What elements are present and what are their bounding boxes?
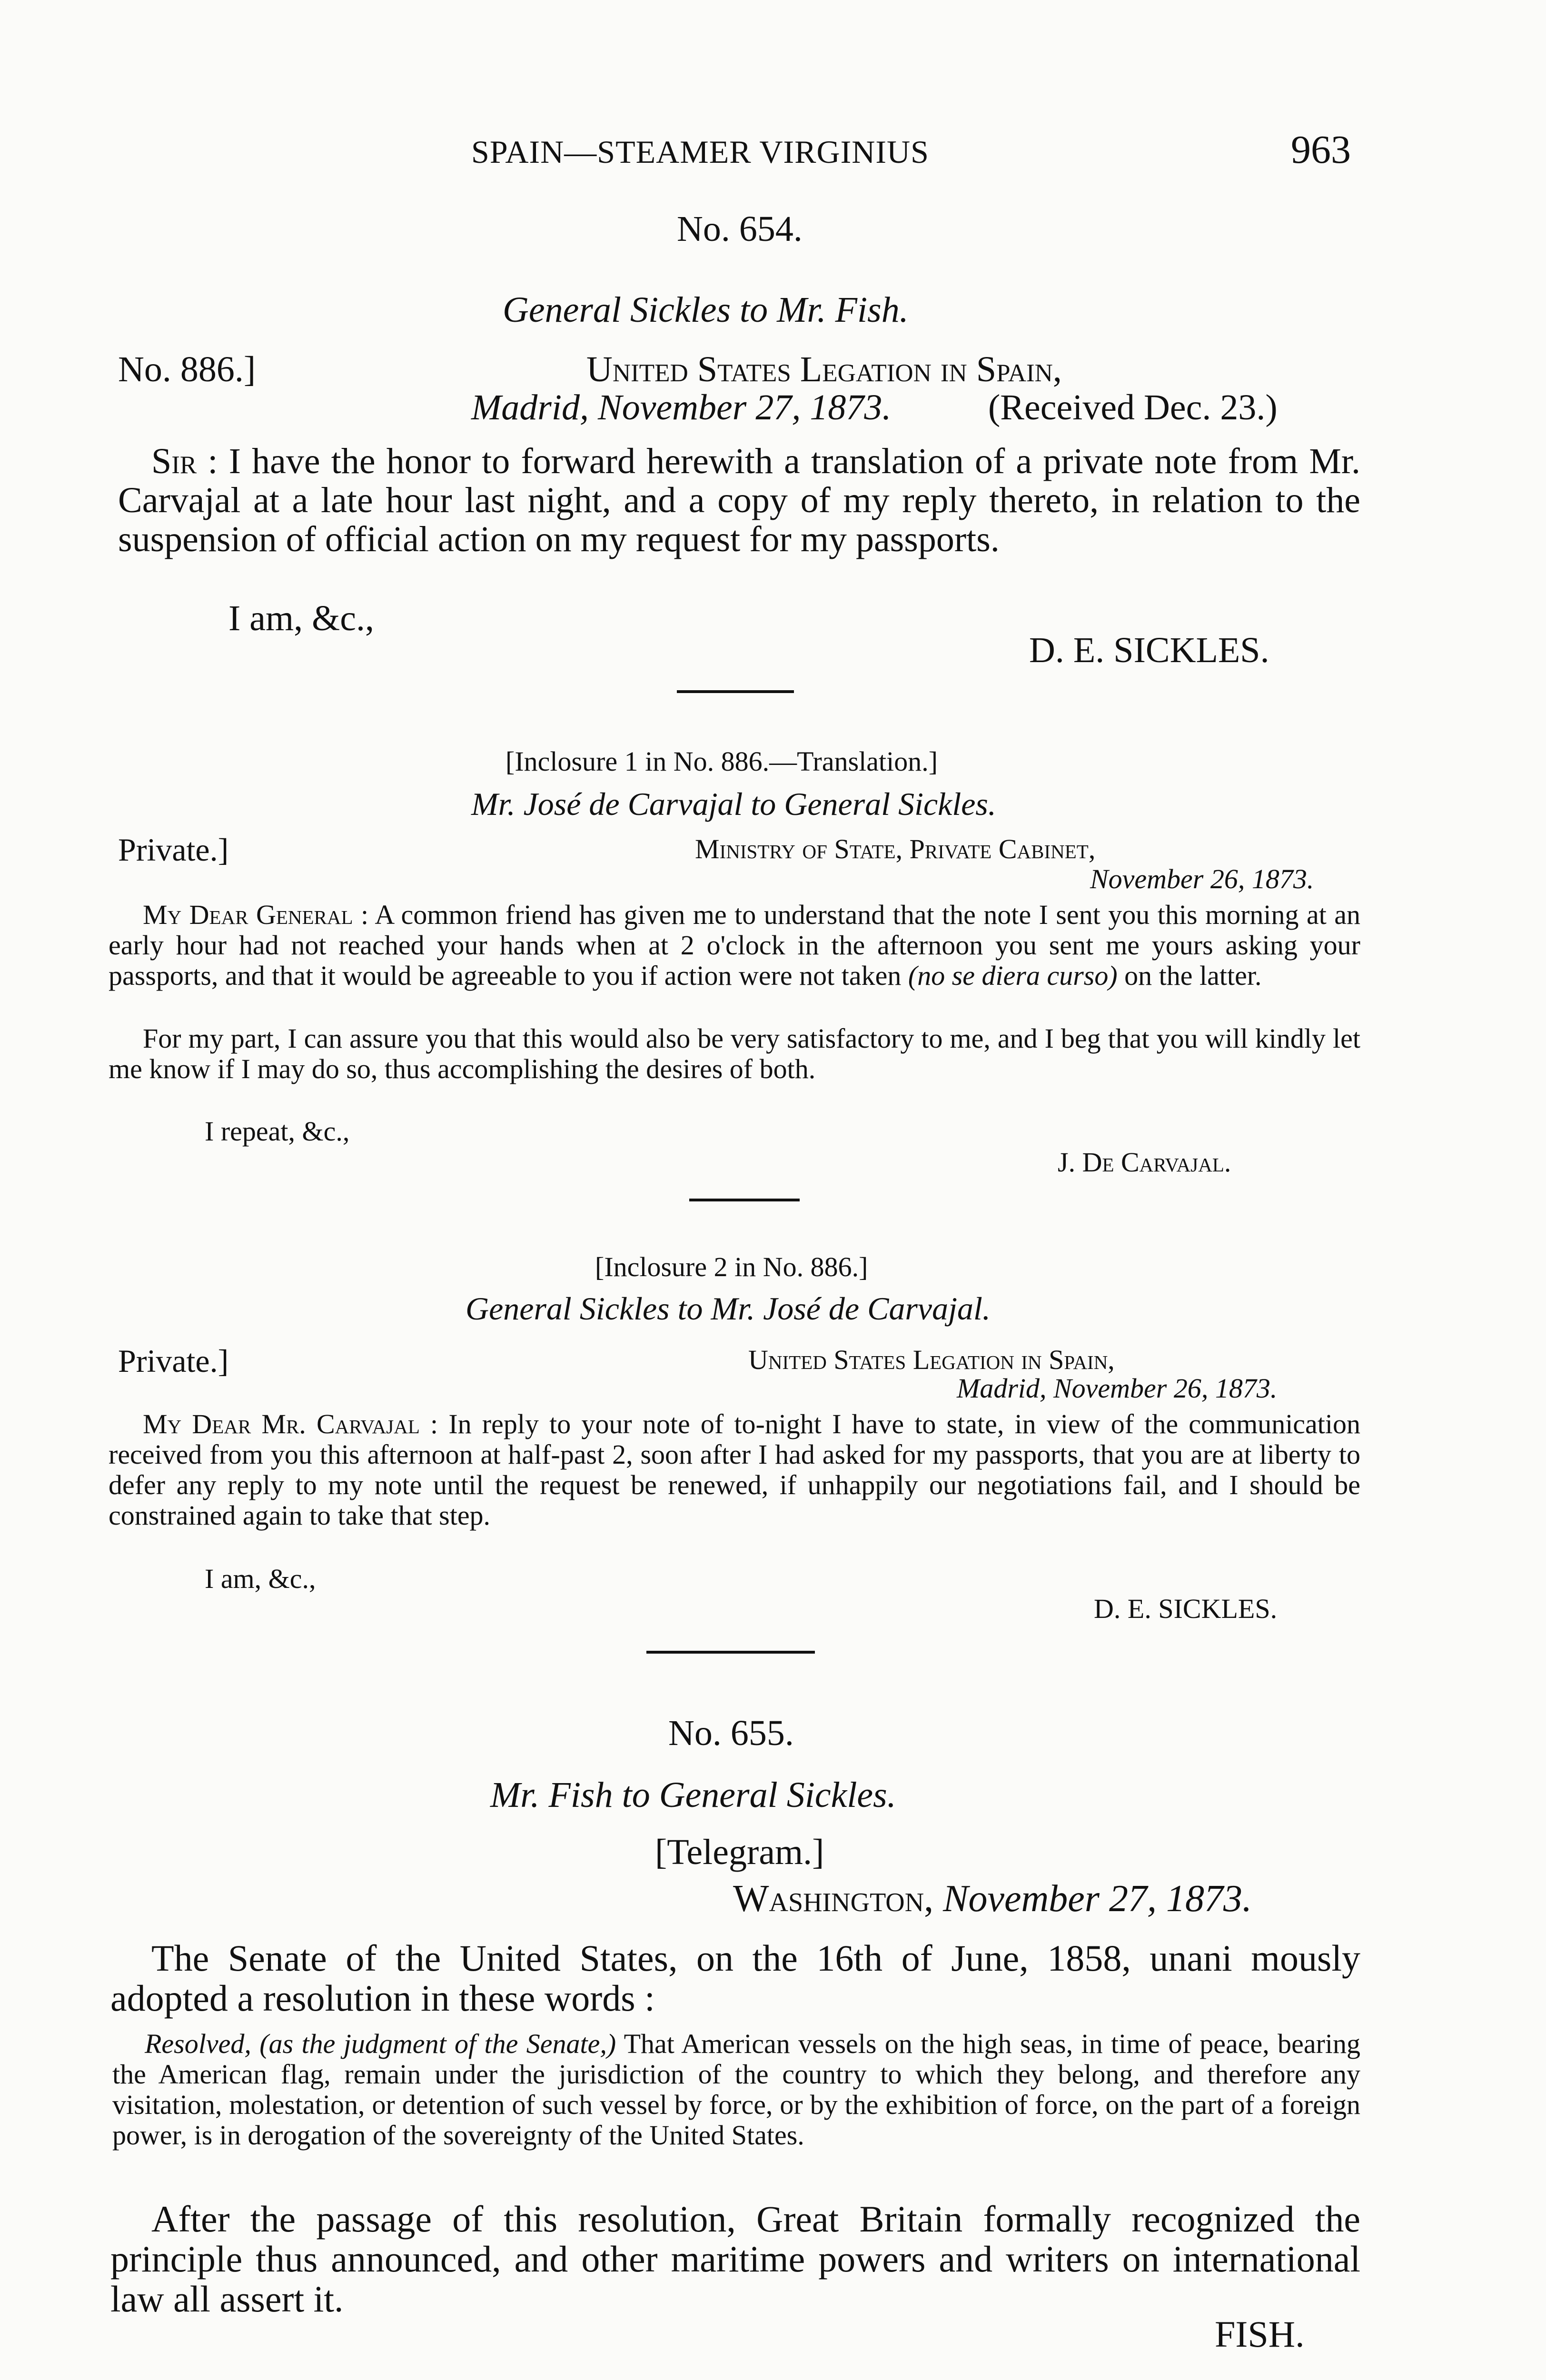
dispatch-place: United States Legation in Spain, bbox=[586, 349, 1062, 389]
dispatch-reference: No. 886.] bbox=[118, 349, 256, 389]
inclosure-2-salutation: My Dear Mr. Carvajal : bbox=[143, 1408, 438, 1439]
dispatch-body-text: I have the honor to forward herewith a translation of a private note from Mr. Carvajal at a late hour last night, and a copy of my reply thereto, in relation to the suspension of official action on my request for my passports. bbox=[118, 441, 1361, 559]
dispatch-body bbox=[118, 442, 1360, 559]
telegram-body-1: The Senate of the United States, on the 16th of June, 1858, unani mously adopted a resolution in these words : bbox=[110, 1937, 1360, 2019]
page-number: 963 bbox=[1291, 128, 1351, 172]
telegram-date: November 27, 1873. bbox=[943, 1878, 1252, 1920]
inclosure-2-private: Private.] bbox=[118, 1343, 229, 1379]
dispatch-received: (Received Dec. 23.) bbox=[988, 387, 1278, 427]
inclosure-1-heading: Mr. José de Carvajal to General Sickles. bbox=[471, 786, 996, 822]
inclosure-2-date: Madrid, November 26, 1873. bbox=[957, 1373, 1278, 1404]
inclosure-2-place: United States Legation in Spain, bbox=[748, 1344, 1115, 1375]
running-title: SPAIN—STEAMER VIRGINIUS bbox=[471, 134, 929, 170]
inclosure-1-body-1 bbox=[109, 900, 1360, 991]
inclosure-1-closing: I repeat, &c., bbox=[205, 1116, 350, 1147]
document-number-655: No. 655. bbox=[668, 1713, 794, 1753]
inclosure-1-private: Private.] bbox=[118, 832, 229, 868]
document-heading-655: Mr. Fish to General Sickles. bbox=[490, 1775, 896, 1815]
inclosure-1-body-1-text: A common friend has given me to understand that the note I sent you this morning at an early hour had not reached your hands when at 2 o'clock in the afternoon you sent me yours asking your passports, and that it would be agreeable to you if action were not taken bbox=[109, 899, 1360, 991]
inclosure-2-body-text: In reply to your note of to-night I have to state, in view of the communication received from you this afternoon at half-past 2, soon after I had asked for my passports, that you are at liberty to defer any reply to my note until the request be renewed, if unhappily our negotiations fail, and I should be constrained again to take that step. bbox=[109, 1408, 1361, 1531]
inclosure-1-spanish-phrase: (no se diera curso) bbox=[908, 960, 1118, 991]
inclosure-1-signature: J. De Carvajal. bbox=[1058, 1147, 1231, 1178]
resolution-qualifier: (as the judgment of the Senate,) bbox=[259, 2028, 616, 2059]
telegram-signature: FISH. bbox=[1215, 2313, 1305, 2355]
inclosure-1-body-1-end: on the latter. bbox=[1124, 960, 1262, 991]
section-divider bbox=[677, 690, 794, 693]
telegram-place-date bbox=[733, 1878, 1252, 1919]
telegram-label: [Telegram.] bbox=[655, 1832, 824, 1872]
resolution-resolved-word: Resolved, bbox=[145, 2028, 251, 2059]
inclosure-2-heading: General Sickles to Mr. José de Carvajal. bbox=[466, 1290, 991, 1327]
inclosure-1-body-2: For my part, I can assure you that this would also be very satisfactory to me, and I beg that you will kindly let me know if I may do so, thus accomplishing the desires of both. bbox=[109, 1023, 1360, 1084]
telegram-body-2: After the passage of this resolution, Great Britain formally recognized the principle thus announced, and other maritime powers and writers on international law all assert it. bbox=[110, 2198, 1360, 2320]
document-heading-654: General Sickles to Mr. Fish. bbox=[503, 290, 909, 330]
dispatch-closing: I am, &c., bbox=[228, 598, 375, 638]
inclosure-1-label: [Inclosure 1 in No. 886.—Translation.] bbox=[505, 746, 938, 777]
inclosure-1-place: Ministry of State, Private Cabinet, bbox=[695, 833, 1096, 864]
senate-resolution bbox=[112, 2029, 1360, 2151]
dispatch-date: Madrid, November 27, 1873. bbox=[471, 387, 892, 427]
resolution-text: That American vessels on the high seas, in time of peace, bearing the American flag, remain under the jurisdiction of the country to which they belong, and therefore any visitation, molestation, or detention of such vessel by force, or by the exhibition of force, on the part of a foreign power, is in derogation of the sovereignty of the United States. bbox=[112, 2028, 1361, 2151]
telegram-place: Washington, bbox=[733, 1878, 934, 1920]
inclosure-2-signature: D. E. SICKLES. bbox=[1094, 1593, 1278, 1624]
inclosure-1-date: November 26, 1873. bbox=[1090, 863, 1314, 894]
section-divider bbox=[689, 1199, 800, 1201]
dispatch-signature: D. E. SICKLES. bbox=[1029, 630, 1269, 670]
dispatch-salutation: Sir : bbox=[151, 441, 218, 481]
document-number-654: No. 654. bbox=[677, 209, 803, 249]
inclosure-2-body bbox=[109, 1409, 1360, 1531]
section-divider bbox=[646, 1651, 815, 1654]
inclosure-2-closing: I am, &c., bbox=[205, 1563, 316, 1594]
inclosure-1-salutation: My Dear General : bbox=[143, 899, 369, 930]
inclosure-2-label: [Inclosure 2 in No. 886.] bbox=[595, 1251, 868, 1282]
